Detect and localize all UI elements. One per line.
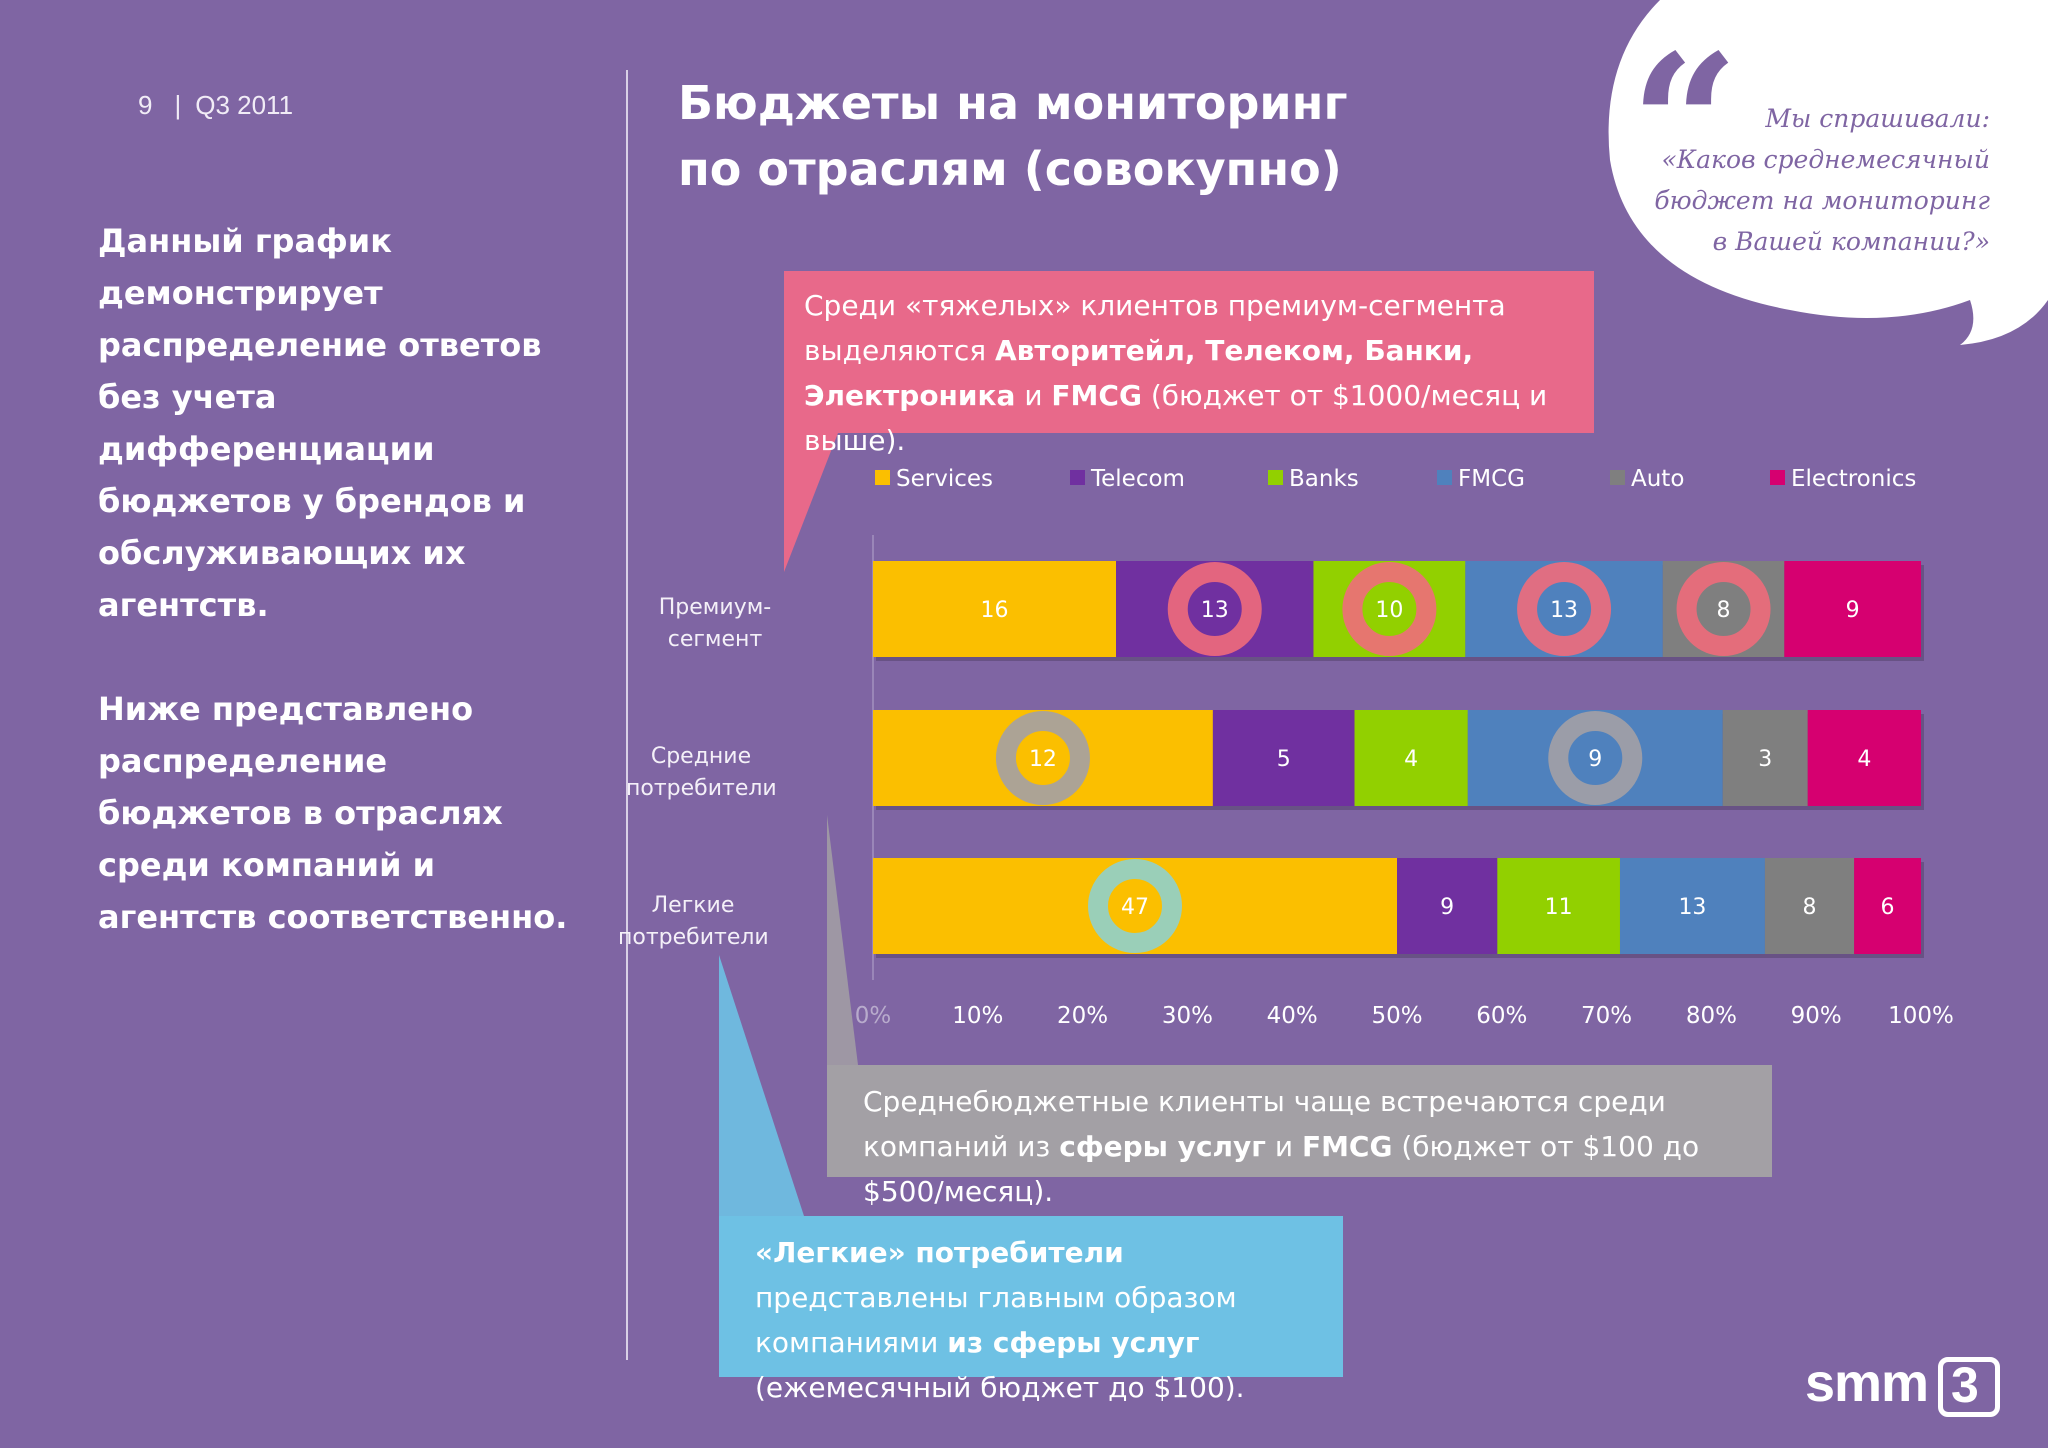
x-tick-label: 60% [1476,1003,1528,1029]
x-tick-label: 20% [1057,1003,1109,1029]
smm3-logo: smm [1805,1353,1929,1413]
quote-mark-icon: “ [1630,13,1740,236]
bar-value-label: 13 [1200,598,1229,623]
bar-value-label: 47 [1121,895,1149,920]
title-line-1: Бюджеты на мониторинг [678,76,1348,130]
logo-mark [1938,1357,2000,1417]
legend-label: Services [896,466,993,492]
premium-callout-bold-2: FMCG [1051,379,1142,412]
x-tick-label: 10% [952,1003,1004,1029]
bar-value-label: 13 [1678,895,1707,920]
x-tick-label: 0% [854,1003,892,1029]
x-tick-label: 50% [1371,1003,1423,1029]
legend-label: FMCG [1458,466,1525,492]
description-paragraph-1: Данный график демонстрирует распределение ответов без учета дифференциации бюджетов у брендов и обслуживающих их агентств. [98,222,542,624]
bar-value-label: 5 [1276,747,1291,772]
title-line-2: по отраслям (совокупно) [678,142,1342,196]
bar-value-label: 10 [1375,598,1404,623]
category-label-line: сегмент [667,627,763,652]
bar-value-label: 6 [1880,895,1895,920]
bar-value-label: 4 [1404,747,1419,772]
bar-value-label: 8 [1716,598,1731,623]
header-separator: | [174,90,182,120]
bar-value-label: 9 [1845,598,1860,623]
light-callout-bold-2: из сферы услуг [947,1326,1200,1359]
category-label-line: Премиум- [658,595,772,620]
x-tick-label: 100% [1888,1003,1954,1029]
x-tick-label: 70% [1581,1003,1633,1029]
bar-value-label: 13 [1550,598,1579,623]
category-label-line: Легкие [651,893,735,918]
page-number: 9 [138,90,153,120]
bar-value-label: 9 [1440,895,1455,920]
category-label-line: потребители [618,925,769,950]
bar-value-label: 3 [1758,747,1773,772]
quote-line-2: «Каков среднемесячный [1661,145,1990,174]
period-label: Q3 2011 [195,90,294,120]
premium-callout-bold-1: Авторитейл, Телеком, Банки, Электроника [804,334,1474,412]
light-callout-text-1: представлены главным образом компаниями [755,1281,1237,1359]
legend-label: Banks [1289,466,1359,492]
x-tick-label: 90% [1790,1003,1842,1029]
middle-callout-bold-1: сферы услуг [1059,1130,1266,1163]
category-label-line: потребители [626,776,777,801]
legend-label: Auto [1631,466,1685,492]
middle-callout-bold-2: FMCG [1301,1130,1393,1163]
logo-mark-digit: 3 [1951,1357,1979,1413]
bar-value-label: 4 [1857,747,1872,772]
quote-line-1: Мы спрашивали: [1765,104,1990,133]
bar-value-label: 9 [1588,747,1603,772]
light-callout-bold-1: «Легкие» потребители [755,1236,1124,1269]
category-label-line: Средние [650,744,752,769]
premium-callout-text-2: и [1015,379,1052,412]
x-tick-label: 40% [1266,1003,1318,1029]
bar-value-label: 8 [1802,895,1817,920]
legend-label: Electronics [1791,466,1917,492]
premium-callout-text-3: (бюджет от $1000/месяц и выше). [804,379,1548,457]
x-tick-label: 30% [1161,1003,1213,1029]
x-tick-label: 80% [1685,1003,1737,1029]
bar-value-label: 12 [1028,747,1057,772]
middle-callout-text-2: и [1265,1130,1302,1163]
bar-value-label: 11 [1544,895,1573,920]
quote-line-4: в Вашей компании?» [1712,227,1990,256]
quote-line-3: бюджет на мониторинг [1654,186,1990,215]
light-callout-text-2: (ежемесячный бюджет до $100). [755,1371,1245,1404]
legend-label: Telecom [1091,466,1185,492]
premium-callout-text-1: Среди «тяжелых» клиентов премиум-сегмента выделяются [804,289,1506,367]
middle-callout-text-1: Среднебюджетные клиенты чаще встречаются среди компаний из [863,1085,1666,1163]
middle-callout-text-3: (бюджет от $100 до $500/месяц). [863,1130,1700,1208]
bar-value-label: 16 [980,598,1009,623]
description-paragraph-2: Ниже представлено распределение бюджетов в отраслях среди компаний и агентств соответственно. [98,690,568,936]
